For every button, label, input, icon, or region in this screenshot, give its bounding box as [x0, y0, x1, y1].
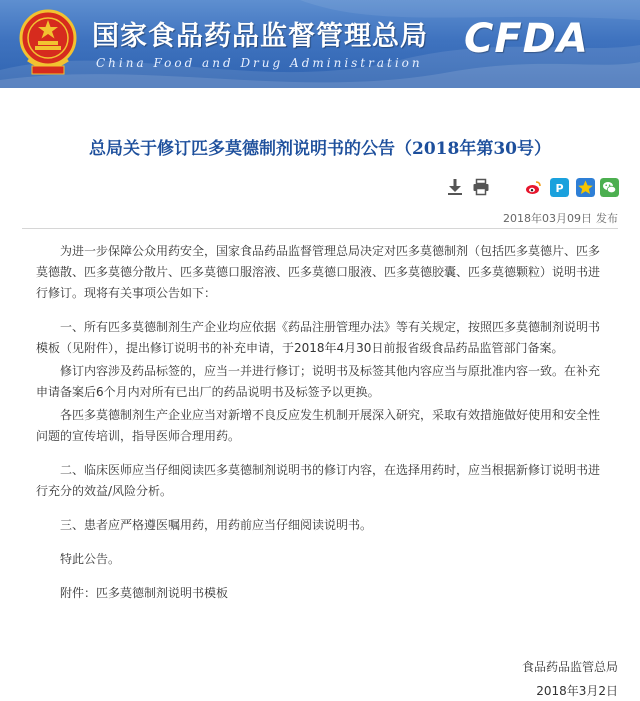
paragraph-item-1-research: 各匹多莫德制剂生产企业应当对新增不良反应发生机制开展深入研究，采取有效措施做好使用和安全性问题的宣传培训，指导医师合理用药。: [36, 408, 601, 443]
wechat-icon[interactable]: [600, 178, 619, 197]
paragraph-item-3: 三、患者应严格遵医嘱用药，用药前应当仔细阅读说明书。: [60, 518, 373, 532]
attachment-link[interactable]: 附件：匹多莫德制剂说明书模板: [60, 586, 229, 600]
article-body: [36, 241, 608, 604]
paragraph-item-1: 一、所有匹多莫德制剂生产企业均应依据《药品注册管理办法》等有关规定，按照匹多莫德制剂说明书模板（见附件），提出修订说明书的补充申请，于2018年4月30日前报省级食品药品监管部门备案。: [36, 320, 601, 355]
signature-date: 2018年3月2日: [536, 684, 618, 698]
download-icon[interactable]: [446, 178, 464, 196]
qzone-icon[interactable]: [576, 178, 595, 197]
tencent-weibo-icon[interactable]: [550, 178, 569, 197]
publish-label: 发布: [596, 212, 618, 225]
paragraph-item-2: 二、临床医师应当仔细阅读匹多莫德制剂说明书的修订内容，在选择用药时，应当根据新修订说明书进行充分的效益/风险分析。: [36, 463, 601, 498]
publish-info: [499, 210, 618, 226]
divider: [22, 228, 618, 229]
paragraph-item-1-labels: 修订内容涉及药品标签的，应当一并进行修订；说明书及标签其他内容应当与原批准内容一致。在补充申请备案后6个月内对所有已出厂的药品说明书及标签予以更换。: [36, 364, 601, 399]
print-icon[interactable]: [472, 178, 490, 196]
weibo-icon[interactable]: [524, 178, 543, 197]
cfda-logo: CFDA: [464, 16, 589, 62]
publish-date: 2018年03月09日: [503, 212, 592, 225]
agency-cn-title: 国家食品药品监督管理总局: [92, 21, 428, 52]
signature: 食品药品监管总局: [521, 660, 618, 674]
paragraph-intro: 为进一步保障公众用药安全，国家食品药品监督管理总局决定对匹多莫德制剂（包括匹多莫德片、匹多莫德散、匹多莫德分散片、匹多莫德口服溶液、匹多莫德口服液、匹多莫德胶囊、匹多莫德颗粒）说明书进行修订。现将有关事项公告如下：: [36, 244, 601, 300]
agency-en-title: China Food and Drug Administration: [96, 56, 423, 70]
article-toolbar: [0, 178, 640, 198]
svg-text:P: P: [555, 182, 564, 195]
page-title: 总局关于修订匹多莫德制剂说明书的公告（2018年第30号）: [89, 139, 551, 159]
national-emblem-icon: [18, 8, 78, 76]
paragraph-closing: 特此公告。: [60, 552, 121, 566]
header-banner: [0, 0, 640, 88]
